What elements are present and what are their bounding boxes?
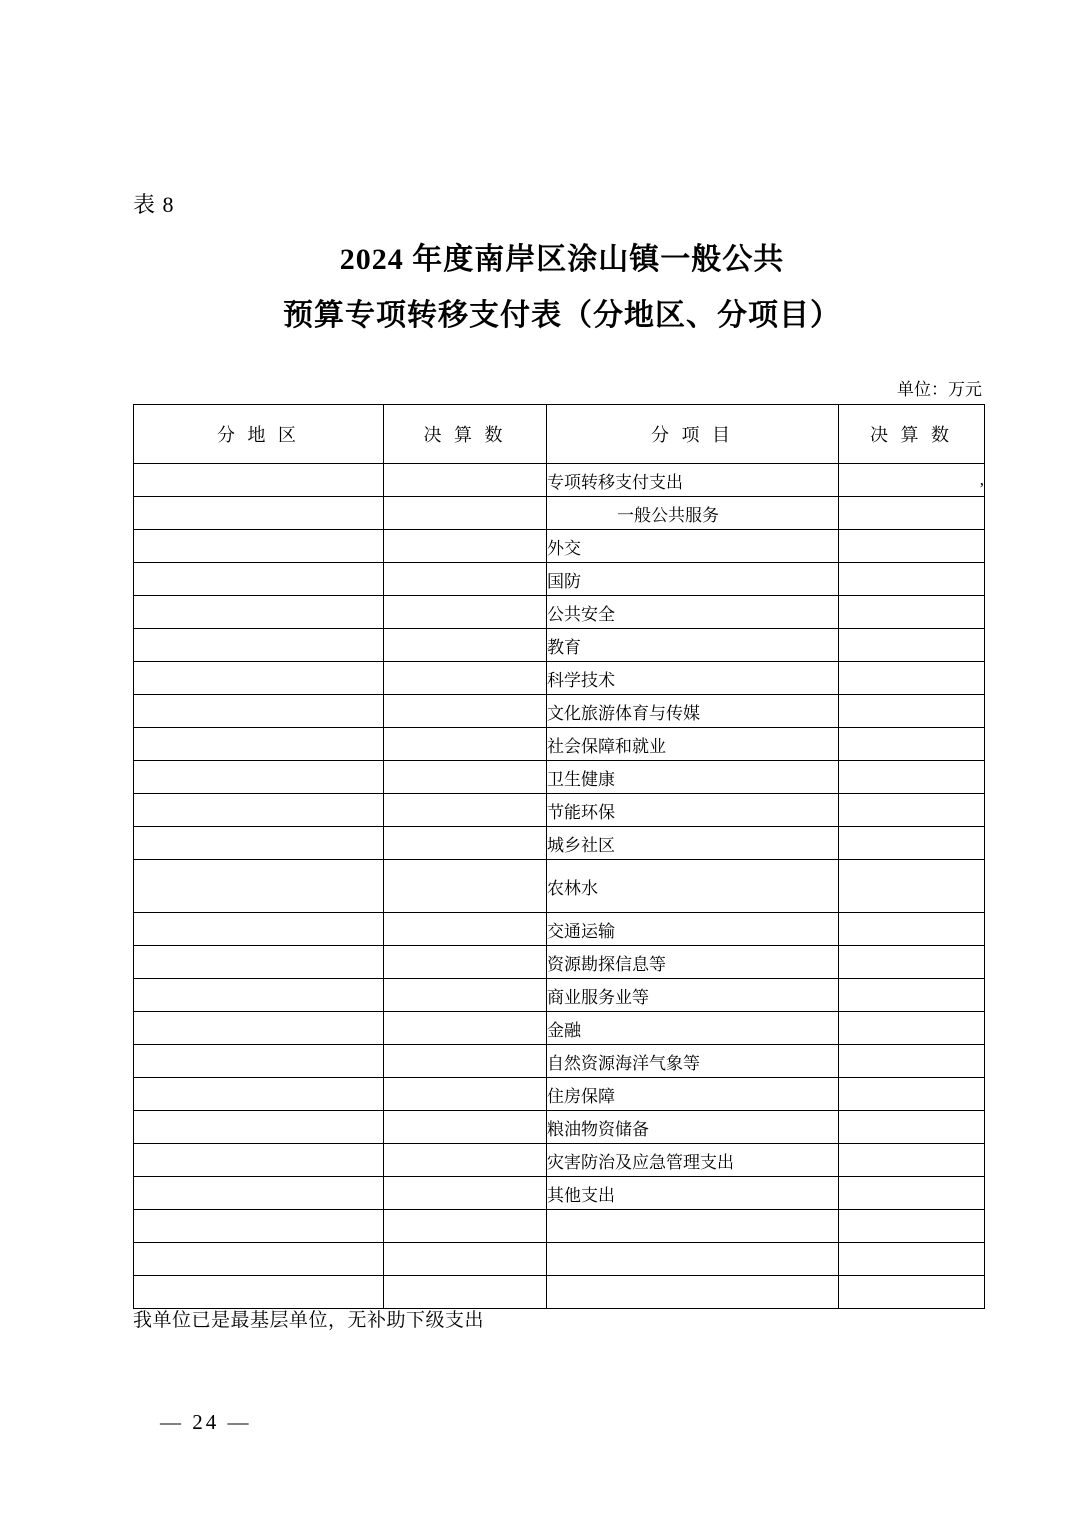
cell-region [134, 563, 384, 596]
table-row [134, 662, 985, 695]
cell-item: 商业服务业等 [547, 979, 839, 1012]
table-row [134, 596, 985, 629]
cell-region-amount [384, 464, 547, 497]
column-header-item: 分 项 目 [547, 405, 839, 464]
cell-region [134, 1210, 384, 1243]
column-header-item-amount: 决 算 数 [839, 405, 985, 464]
unit-note: 单位：万元 [897, 380, 982, 399]
cell-region [134, 1177, 384, 1210]
cell-item: 国防 [547, 563, 839, 596]
cell-item: 文化旅游体育与传媒 [547, 695, 839, 728]
cell-item-amount [839, 913, 985, 946]
cell-region [134, 497, 384, 530]
cell-item-amount [839, 497, 985, 530]
column-header-region: 分 地 区 [134, 405, 384, 464]
cell-item-amount [839, 1045, 985, 1078]
cell-item: 粮油物资储备 [547, 1111, 839, 1144]
column-header-region-amount: 决 算 数 [384, 405, 547, 464]
cell-item: 农林水 [547, 860, 839, 913]
cell-item: 自然资源海洋气象等 [547, 1045, 839, 1078]
cell-region-amount [384, 1276, 547, 1309]
cell-region-amount [384, 1111, 547, 1144]
table-row [134, 563, 985, 596]
cell-region-amount [384, 530, 547, 563]
table-row [134, 1012, 985, 1045]
table-row [134, 1045, 985, 1078]
table-label: 表 8 [133, 192, 175, 217]
cell-region-amount [384, 1177, 547, 1210]
cell-item: 卫生健康 [547, 761, 839, 794]
cell-region [134, 1078, 384, 1111]
table-row [134, 761, 985, 794]
cell-item-amount [839, 1111, 985, 1144]
cell-item: 灾害防治及应急管理支出 [547, 1144, 839, 1177]
cell-item: 外交 [547, 530, 839, 563]
cell-region [134, 979, 384, 1012]
table-row [134, 860, 985, 913]
cell-item-amount [839, 1210, 985, 1243]
cell-item: 公共安全 [547, 596, 839, 629]
cell-region [134, 530, 384, 563]
cell-region [134, 860, 384, 913]
table-row [134, 1111, 985, 1144]
table-row [134, 1078, 985, 1111]
cell-region-amount [384, 794, 547, 827]
cell-region [134, 728, 384, 761]
table-row [134, 728, 985, 761]
cell-item-amount [839, 979, 985, 1012]
cell-region-amount [384, 728, 547, 761]
cell-item-amount [839, 1012, 985, 1045]
cell-item-amount [839, 1078, 985, 1111]
page-title-line-2: 预算专项转移支付表（分地区、分项目） [283, 299, 841, 332]
cell-item-amount [839, 728, 985, 761]
cell-region-amount [384, 629, 547, 662]
cell-region-amount [384, 695, 547, 728]
cell-region [134, 596, 384, 629]
page-title-line-1: 2024 年度南岸区涂山镇一般公共 [339, 243, 785, 276]
cell-region [134, 662, 384, 695]
cell-item-amount: , [839, 464, 985, 497]
cell-region [134, 464, 384, 497]
table-row [134, 946, 985, 979]
cell-item-amount [839, 1276, 985, 1309]
cell-region-amount [384, 913, 547, 946]
cell-item-amount [839, 662, 985, 695]
cell-region [134, 913, 384, 946]
cell-region [134, 946, 384, 979]
cell-item-amount [839, 530, 985, 563]
cell-item-amount [839, 563, 985, 596]
cell-region-amount [384, 827, 547, 860]
cell-region [134, 1045, 384, 1078]
cell-region [134, 1012, 384, 1045]
cell-region [134, 629, 384, 662]
cell-region-amount [384, 1078, 547, 1111]
cell-region-amount [384, 946, 547, 979]
cell-item: 资源勘探信息等 [547, 946, 839, 979]
page-title [137, 232, 987, 344]
cell-region-amount [384, 662, 547, 695]
cell-region-amount [384, 1243, 547, 1276]
table-row [134, 695, 985, 728]
cell-region [134, 761, 384, 794]
table-row [134, 464, 985, 497]
cell-item: 教育 [547, 629, 839, 662]
cell-region-amount [384, 761, 547, 794]
table-row [134, 530, 985, 563]
cell-region-amount [384, 1045, 547, 1078]
cell-region [134, 1111, 384, 1144]
cell-item: 社会保障和就业 [547, 728, 839, 761]
cell-region-amount [384, 979, 547, 1012]
table-row [134, 629, 985, 662]
cell-item-amount [839, 794, 985, 827]
cell-item: 其他支出 [547, 1177, 839, 1210]
cell-item-amount [839, 1243, 985, 1276]
cell-item-amount [839, 761, 985, 794]
cell-region [134, 1243, 384, 1276]
cell-item: 一般公共服务 [547, 497, 839, 530]
table-row [134, 827, 985, 860]
cell-item: 住房保障 [547, 1078, 839, 1111]
cell-item-amount [839, 946, 985, 979]
page-number: — 24 — [160, 1410, 252, 1434]
cell-item-amount [839, 860, 985, 913]
cell-region-amount [384, 1144, 547, 1177]
table-row [134, 1276, 985, 1309]
cell-item: 专项转移支付支出 [547, 464, 839, 497]
cell-region-amount [384, 497, 547, 530]
cell-item: 节能环保 [547, 794, 839, 827]
cell-item-amount [839, 1144, 985, 1177]
cell-region-amount [384, 596, 547, 629]
cell-item [547, 1210, 839, 1243]
table-row [134, 1177, 985, 1210]
table-row [134, 979, 985, 1012]
cell-item [547, 1276, 839, 1309]
cell-region [134, 827, 384, 860]
cell-region-amount [384, 1012, 547, 1045]
table-row [134, 794, 985, 827]
cell-region [134, 1144, 384, 1177]
cell-item: 城乡社区 [547, 827, 839, 860]
table-row [134, 497, 985, 530]
cell-item: 交通运输 [547, 913, 839, 946]
table-row [134, 1210, 985, 1243]
cell-region-amount [384, 860, 547, 913]
cell-region [134, 695, 384, 728]
cell-item-amount [839, 827, 985, 860]
cell-item-amount [839, 596, 985, 629]
budget-table [133, 404, 985, 1309]
cell-item: 金融 [547, 1012, 839, 1045]
cell-region [134, 1276, 384, 1309]
cell-item-amount [839, 1177, 985, 1210]
cell-region-amount [384, 563, 547, 596]
table-row [134, 1144, 985, 1177]
cell-item-amount [839, 629, 985, 662]
cell-item: 科学技术 [547, 662, 839, 695]
footnote: 我单位已是最基层单位，无补助下级支出 [133, 1310, 485, 1331]
cell-item-amount [839, 695, 985, 728]
table-row [134, 1243, 985, 1276]
table-row [134, 913, 985, 946]
cell-region [134, 794, 384, 827]
cell-region-amount [384, 1210, 547, 1243]
table-header-row [134, 405, 985, 464]
cell-item [547, 1243, 839, 1276]
